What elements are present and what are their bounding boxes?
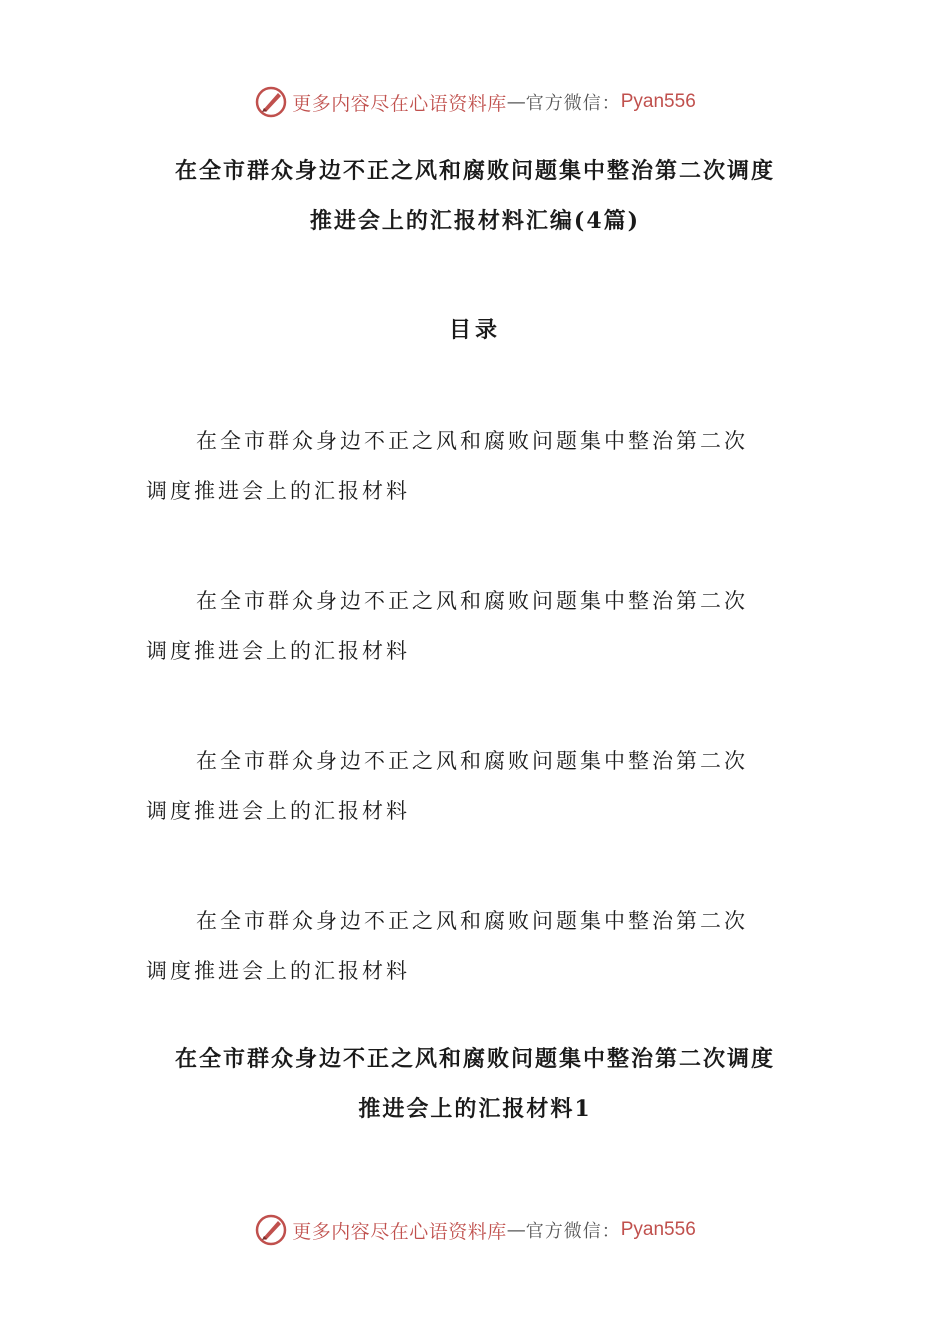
footer-banner xyxy=(0,1210,950,1250)
banner-wechat-label: 官方微信： xyxy=(525,93,621,114)
banner-wechat-label: 官方微信： xyxy=(525,1221,621,1242)
toc-item-line-1: 在全市群众身边不正之风和腐败问题集中整治第二次 xyxy=(196,909,748,933)
section-title-line-1: 在全市群众身边不正之风和腐败问题集中整治第二次调度 xyxy=(174,1046,775,1072)
section-title xyxy=(0,1034,950,1134)
banner-dash: — xyxy=(506,91,526,113)
toc-item-line-1: 在全市群众身边不正之风和腐败问题集中整治第二次 xyxy=(196,749,748,773)
toc-item-line-2: 调度推进会上的汇报材料 xyxy=(146,799,410,823)
quill-pen-logo-icon xyxy=(254,85,288,119)
document-title-line-2: 推进会上的汇报材料汇编(4篇) xyxy=(309,208,641,234)
toc-heading: 目录 xyxy=(448,317,501,343)
quill-pen-logo-icon xyxy=(254,1213,288,1247)
toc-item[interactable] xyxy=(146,896,806,996)
banner-wechat-id: Pyan556 xyxy=(620,1219,696,1240)
document-title-line-1: 在全市群众身边不正之风和腐败问题集中整治第二次调度 xyxy=(174,158,775,184)
banner-main-text: 更多内容尽在心语资料库 xyxy=(292,1220,507,1243)
toc-item-line-2: 调度推进会上的汇报材料 xyxy=(146,479,410,503)
toc-item-line-1: 在全市群众身边不正之风和腐败问题集中整治第二次 xyxy=(196,429,748,453)
toc-item-line-2: 调度推进会上的汇报材料 xyxy=(146,639,410,663)
banner-dash: — xyxy=(506,1219,526,1241)
toc-item[interactable] xyxy=(146,576,806,676)
toc-item[interactable] xyxy=(146,416,806,516)
document-title xyxy=(0,146,950,246)
banner-wechat-id: Pyan556 xyxy=(620,91,696,112)
section-title-line-2: 推进会上的汇报材料1 xyxy=(358,1096,592,1122)
toc-item-line-1: 在全市群众身边不正之风和腐败问题集中整治第二次 xyxy=(196,589,748,613)
header-banner xyxy=(0,82,950,122)
toc-item[interactable] xyxy=(146,736,806,836)
banner-main-text: 更多内容尽在心语资料库 xyxy=(292,92,507,115)
toc-item-line-2: 调度推进会上的汇报材料 xyxy=(146,959,410,983)
